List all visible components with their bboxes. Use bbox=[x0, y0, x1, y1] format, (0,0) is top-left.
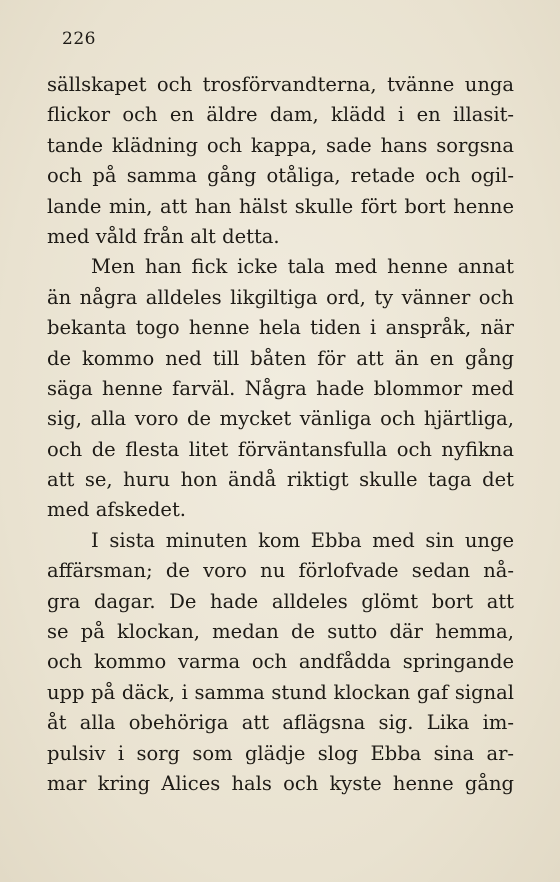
text-line: lande min, att han hälst skulle fört bort henne bbox=[47, 194, 514, 218]
text-line: med afskedet. bbox=[47, 498, 186, 522]
text-line: och på samma gång otåliga, retade och ogil- bbox=[47, 164, 514, 188]
text-line: och de flesta litet förväntansfulla och nyfikna bbox=[47, 437, 514, 461]
text-line: sällskapet och trosförvandterna, tvänne unga bbox=[47, 73, 514, 96]
text-line: tande klädning och kappa, sade hans sorgsna bbox=[47, 133, 514, 157]
text-line: och kommo varma och andfådda springande bbox=[47, 650, 514, 674]
text-line: mar kring Alices hals och kyste henne gång bbox=[47, 771, 514, 795]
text-line: bekanta togo henne hela tiden i anspråk, när bbox=[47, 316, 514, 340]
text-line: se på klockan, medan de sutto där hemma, bbox=[47, 620, 514, 644]
text-line: I sista minuten kom Ebba med sin unge bbox=[91, 528, 514, 552]
text-line: pulsiv i sorg som glädje slog Ebba sina ar- bbox=[47, 741, 514, 765]
text-line: åt alla obehöriga att aflägsna sig. Lika im- bbox=[47, 711, 514, 735]
text-line: säga henne farväl. Några hade blommor med bbox=[47, 376, 514, 400]
text-line: Men han fick icke tala med henne annat bbox=[91, 255, 514, 279]
text-line: de kommo ned till båten för att än en gång bbox=[47, 346, 514, 370]
text-line: upp på däck, i samma stund klockan gaf signal bbox=[47, 680, 514, 704]
text-line: gra dagar. De hade alldeles glömt bort att bbox=[47, 589, 514, 613]
text-line: att se, huru hon ändå riktigt skulle taga det bbox=[47, 468, 514, 492]
page-number: 226 bbox=[62, 29, 96, 49]
text-line: affärsman; de voro nu förlofvade sedan nå- bbox=[47, 559, 514, 583]
text-line: sig, alla voro de mycket vänliga och hjärtliga, bbox=[47, 407, 514, 431]
text-line: än några alldeles likgiltiga ord, ty vänner och bbox=[47, 285, 514, 309]
text-line: med våld från alt detta. bbox=[47, 224, 280, 248]
text-line: flickor och en äldre dam, klädd i en illasit- bbox=[47, 103, 514, 127]
body-text bbox=[47, 70, 514, 799]
